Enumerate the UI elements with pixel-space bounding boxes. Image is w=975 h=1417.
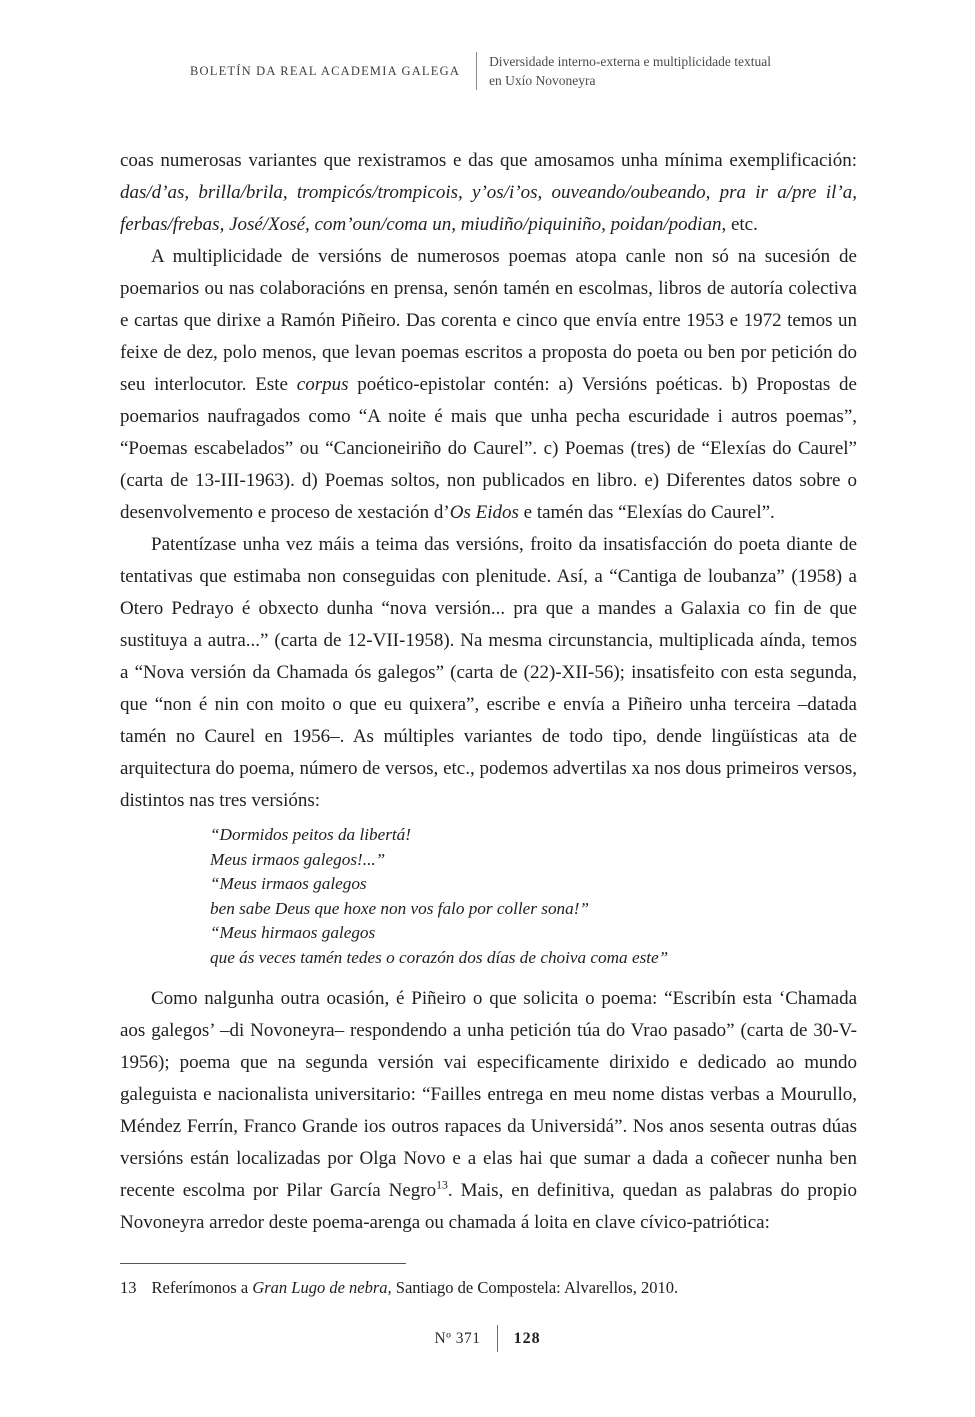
paragraph bbox=[120, 983, 857, 1239]
poem-line: “Meus hirmaos galegos bbox=[210, 923, 376, 943]
running-title-line1: Diversidade interno-externa e multiplicidade textual bbox=[489, 54, 771, 69]
text-run: Referímonos a bbox=[151, 1278, 253, 1297]
running-title bbox=[489, 52, 771, 90]
footnote-ref: 13 bbox=[436, 1178, 448, 1192]
poem-line: Meus irmaos galegos!...” bbox=[210, 849, 386, 869]
poem-line: “Dormidos peitos da libertá! bbox=[210, 825, 412, 844]
footer-divider bbox=[497, 1325, 498, 1352]
journal-name: BOLETÍN DA REAL ACADEMIA GALEGA bbox=[190, 63, 461, 78]
text-run: coas numerosas variantes que rexistramos e das que amosamos unha mínima exemplificación: bbox=[120, 150, 857, 171]
running-title-line2: en Uxío Novoneyra bbox=[489, 73, 596, 88]
poem-line: ben sabe Deus que hoxe non vos falo por coller sona!” bbox=[210, 898, 590, 918]
text-run: A multiplicidade de versións de numerosos poemas atopa canle non só na sucesión de poemarios ou nas colaboracións en prensa, senón tamén en escolmas, libros de autoría colectiva e cartas que dirixe a Ramón Piñeiro. Das corenta e cinco que envía entre 1953 e 1972 temos un feixe de dez, polo menos, que levan poemas escritos a proposta do poeta ou ben por petición do seu interlocutor. Este bbox=[120, 246, 857, 395]
paragraph bbox=[120, 241, 857, 529]
footnote bbox=[120, 1276, 857, 1300]
paragraph bbox=[120, 529, 857, 817]
italic-text: Gran Lugo de nebra bbox=[252, 1278, 388, 1297]
text-run: Como nalgunha outra ocasión, é Piñeiro o que solicita o poema: “Escribín esta ‘Chamada aos galegos’ –di Novoneyra– respondendo a unha petición túa do Vrao pasado” (carta de 30-V-1956); poema que na segunda versión vai especificamente dirixido e dedicado ao mundo galeguista e nacionalista universitario: “Failles entrega en meu nome distas verbas a Mourullo, Méndez Ferrín, Franco Grande ios outros rapaces da Universidá”. Nos anos sesenta outras dúas versións están localizadas por Olga Novo e a elas hai que sumar a dada a coñecer nunha ben recente escolma por Pilar García Negro bbox=[120, 987, 857, 1201]
page-header bbox=[190, 52, 771, 90]
footnote-rule bbox=[120, 1263, 406, 1264]
header-divider bbox=[476, 52, 477, 90]
text-run: poético-epistolar contén: a) Versións poéticas. b) Propostas de poemarios naufragados como “A noite é mais que unha pecha escuridade i autros poemas”, “Poemas escabelados” ou “Cancioneiriño do Caurel”. c) Poemas (tres) de “Elexías do Caurel” (carta de 13-III-1963). d) Poemas soltos, non publicados en libro. e) Diferentes datos sobre o desenvolvemento e proceso de xestación d’ bbox=[120, 374, 857, 523]
footnote-number: 13 bbox=[120, 1278, 137, 1297]
italic-text: corpus bbox=[296, 374, 349, 395]
text-run: e tamén das “Elexías do Caurel”. bbox=[518, 502, 775, 523]
text-run: . Mais, en definitiva, quedan as palabras do propio Novoneyra arredor deste poema-arenga ou chamada á loita en clave cívico-patriótica: bbox=[120, 1179, 857, 1233]
text-run: , Santiago de Compostela: Alvarellos, 2010. bbox=[387, 1278, 679, 1297]
page-number: 128 bbox=[513, 1329, 541, 1347]
text-run: Patentízase unha vez máis a teima das versións, froito da insatisfacción do poeta diante de tentativas que estimaba non conseguidas con plenitude. Así, a “Cantiga de loubanza” (1958) a Otero Pedrayo é obxecto dunha “nova versión... pra que a mandes a Galaxia co fin de que sustituya a autra...” (carta de 12-VII-1958). Na mesma circunstancia, multiplicada aínda, temos a “Nova versión da Chamada ós galegos” (carta de (22)-XII-56); insatisfeito con esta segunda, que “non é nin con moito o que eu quixera”, escribe e envía a Piñeiro unha terceira –datada tamén no Caurel en 1956–. As múltiples variantes de todo tipo, dende lingüísticas ata de arquitectura do poema, número de versos, etc., podemos advertilas xa nos dous primeiros versos, distintos nas tres versións: bbox=[120, 534, 857, 811]
poem-line: “Meus irmaos galegos bbox=[210, 874, 367, 894]
paragraph bbox=[120, 145, 857, 241]
italic-text: Os Eidos bbox=[449, 502, 519, 523]
page-footer bbox=[0, 1325, 975, 1352]
footnote-text bbox=[152, 1276, 679, 1300]
poem-line: que ás veces tamén tedes o corazón dos días de choiva coma este” bbox=[210, 947, 669, 967]
article-body bbox=[120, 145, 857, 1239]
poem-quote-block bbox=[210, 823, 857, 971]
text-run: , etc. bbox=[721, 214, 758, 235]
italic-text: das/d’as, brilla/brila, trompicós/trompicois, y’os/i’os, ouveando/oubeando, pra ir a/pre il’a, ferbas/frebas, José/Xosé, com’oun/coma un, miudiño/piquiniño, poidan/podian bbox=[120, 182, 857, 235]
issue-number: Nº 371 bbox=[434, 1329, 481, 1347]
